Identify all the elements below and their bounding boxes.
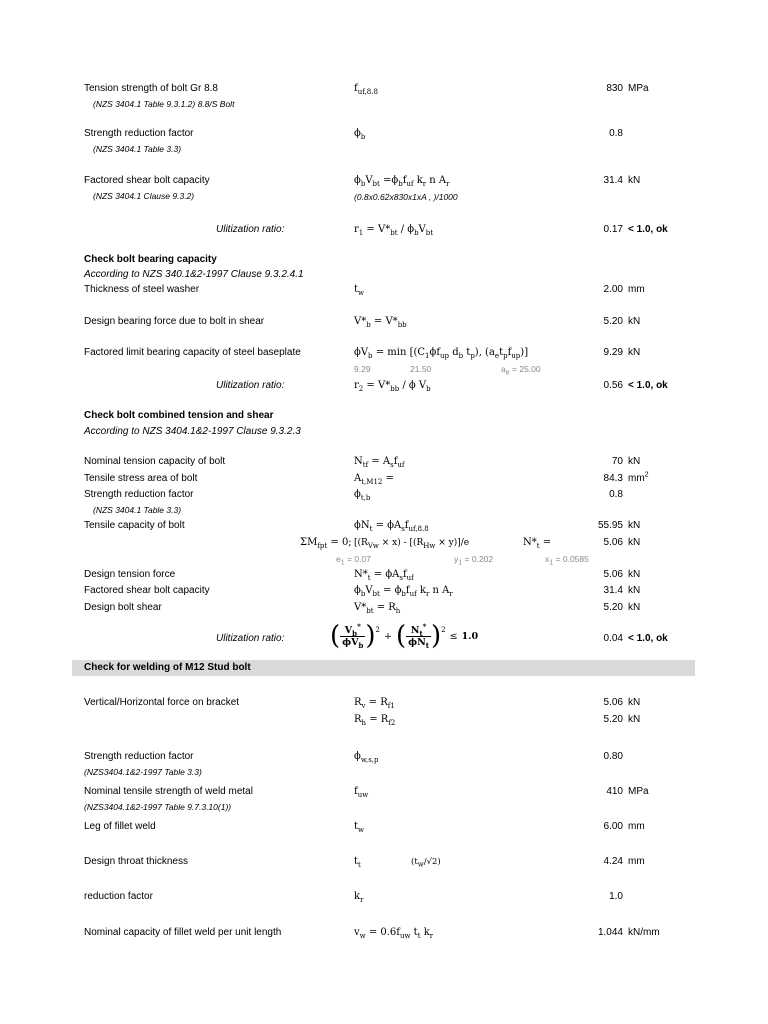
value-design-tension: 5.06 xyxy=(603,569,623,580)
value-washer-thickness: 2.00 xyxy=(603,284,623,295)
label-utilization-1: Ulitization ratio: xyxy=(216,224,285,235)
formula-tensile-area: $A_{t,M12}$ = xyxy=(354,473,394,486)
formula-nominal-tension: $N_{tf} = A_sf_{uf}$ xyxy=(354,456,405,469)
unit-weld-strength: MPa xyxy=(628,786,649,797)
grey-x1: $x_1 = 0.0585$ xyxy=(545,554,589,567)
label-strength-reduction: Strength reduction factor xyxy=(84,128,194,139)
value-tensile-capacity: 55.95 xyxy=(597,520,623,531)
formula-interaction: ( $\frac{V_b^*}{\phi V_b}$ ) $^2$ + ( $\frac{N_t^*}{\phi N_t}$ ) $^2$ ≤ 1.0 xyxy=(330,621,479,651)
formula-weld-capacity: $v_w = 0.6f_{uw}$ $t_t$ $k_r$ xyxy=(354,927,434,940)
formula-design-tension: $N*_t = \phi A_sf_{uf}$ xyxy=(354,569,414,582)
check-utilization-3: < 1.0, ok xyxy=(628,633,668,644)
moment-formula: [$(R_{Vw} \times x) - [(R_{Hw} \times y)]/e$ xyxy=(354,538,470,550)
label-tensile-capacity: Tensile capacity of bolt xyxy=(84,520,185,531)
grey-value-2: 21.50 xyxy=(410,364,432,374)
unit-nominal-tension: kN xyxy=(628,456,641,467)
subheading-bearing-capacity: According to NZS 340.1&2-1997 Clause 9.3.2.4.1 xyxy=(84,269,304,280)
symbol-phiwsp: $\phi_{w,s,p}$ xyxy=(354,751,379,764)
subheading-combined-tension-shear: According to NZS 3404.1&2-1997 Clause 9.3.2.3 xyxy=(84,426,301,437)
formula-utilization-1: $r_1 = V*_{bt} / \phi_bV_{bt}$ xyxy=(354,224,434,237)
label-washer-thickness: Thickness of steel washer xyxy=(84,284,200,295)
ref-strength-reduction-2: (NZS 3404.1 Table 3.3) xyxy=(93,505,182,515)
label-weld-capacity: Nominal capacity of fillet weld per unit length xyxy=(84,927,282,938)
value-utilization-1: 0.17 xyxy=(603,224,623,235)
label-strength-reduction-2: Strength reduction factor xyxy=(84,489,194,500)
unit-weld-capacity: kN/mm xyxy=(628,927,660,938)
formula-rh: $R_h = R_{f2}$ xyxy=(354,714,396,727)
formula-factored-shear: $\phi_bV_{bt} =\phi_bf_{uf}$ $k_r$ n $A_r$ xyxy=(354,175,450,188)
formula-bearing-force: $V*_b = V*_{bb}$ xyxy=(354,316,407,329)
formula-factored-shear-2: $\phi_bV_{bt} = \phi_bf_{uf}$ $k_r$ n $A_r$ xyxy=(354,585,453,598)
label-reduction-factor-kr: reduction factor xyxy=(84,891,153,902)
ref-strength-reduction-3: (NZS3404.1&2-1997 Table 3.3) xyxy=(84,767,202,777)
unit-washer-thickness: mm xyxy=(628,284,645,295)
unit-throat-thickness: mm xyxy=(628,856,645,867)
symbol-phitb: $\phi_{t,b}$ xyxy=(354,489,371,502)
symbol-tt: $t_t$ xyxy=(354,856,361,869)
heading-welding: Check for welding of M12 Stud bolt xyxy=(84,662,251,673)
value-weld-strength: 410 xyxy=(606,786,623,797)
value-limit-bearing: 9.29 xyxy=(603,347,623,358)
value-rh: 5.20 xyxy=(603,714,623,725)
value-strength-reduction-2: 0.8 xyxy=(609,489,623,500)
label-bracket-force: Vertical/Horizontal force on bracket xyxy=(84,697,240,708)
label-design-tension: Design tension force xyxy=(84,569,176,580)
label-factored-shear: Factored shear bolt capacity xyxy=(84,175,210,186)
formula-utilization-2: $r_2 = V*_{bb} / \phi$ $V_b$ xyxy=(354,380,431,393)
unit-tension-strength: MPa xyxy=(628,83,649,94)
value-fillet-leg: 6.00 xyxy=(603,821,623,832)
value-nt-star: 5.06 xyxy=(603,537,623,548)
unit-limit-bearing: kN xyxy=(628,347,641,358)
unit-design-bolt-shear: kN xyxy=(628,602,641,613)
symbol-phib: $\phi_b$ xyxy=(354,128,366,141)
ref-factored-shear: (NZS 3404.1 Clause 9.3.2) xyxy=(93,191,195,201)
symbol-fuw: $f_{uw}$ xyxy=(354,786,369,799)
unit-bearing-force: kN xyxy=(628,316,641,327)
heading-combined-tension-shear: Check bolt combined tension and shear xyxy=(84,410,274,421)
moment-sum: $\Sigma M_{fpt} = 0$; xyxy=(300,537,352,550)
value-nominal-tension: 70 xyxy=(611,456,623,467)
label-design-bolt-shear: Design bolt shear xyxy=(84,602,162,613)
value-tension-strength: 830 xyxy=(606,83,623,94)
unit-fillet-leg: mm xyxy=(628,821,645,832)
value-weld-capacity: 1.044 xyxy=(597,927,623,938)
label-factored-shear-2: Factored shear bolt capacity xyxy=(84,585,210,596)
unit-design-tension: kN xyxy=(628,569,641,580)
symbol-tw-2: $t_w$ xyxy=(354,821,365,834)
value-throat-thickness: 4.24 xyxy=(603,856,623,867)
label-bearing-force: Design bearing force due to bolt in shear xyxy=(84,316,265,327)
check-utilization-2: < 1.0, ok xyxy=(628,380,668,391)
label-weld-strength: Nominal tensile strength of weld metal xyxy=(84,786,253,797)
unit-tensile-capacity: kN xyxy=(628,520,641,531)
value-strength-reduction: 0.8 xyxy=(609,128,623,139)
label-fillet-leg: Leg of fillet weld xyxy=(84,821,156,832)
symbol-tw: $t_w$ xyxy=(354,284,365,297)
label-tensile-area: Tensile stress area of bolt xyxy=(84,473,198,484)
value-rv: 5.06 xyxy=(603,697,623,708)
value-utilization-3: 0.04 xyxy=(603,633,623,644)
check-utilization-1: < 1.0, ok xyxy=(628,224,668,235)
nt-star-label: $N*_t$ = xyxy=(523,537,552,550)
ref-weld-strength: (NZS3404.1&2-1997 Table 9.7.3.10(1)) xyxy=(84,802,232,812)
value-design-bolt-shear: 5.20 xyxy=(603,602,623,613)
label-tension-strength: Tension strength of bolt Gr 8.8 xyxy=(84,83,218,94)
grey-y1: $y_1 = 0.202$ xyxy=(454,554,494,567)
label-utilization-2: Ulitization ratio: xyxy=(216,380,285,391)
label-nominal-tension: Nominal tension capacity of bolt xyxy=(84,456,226,467)
value-reduction-factor-kr: 1.0 xyxy=(609,891,623,902)
label-utilization-3: Ulitization ratio: xyxy=(216,633,285,644)
value-bearing-force: 5.20 xyxy=(603,316,623,327)
unit-rv: kN xyxy=(628,697,641,708)
heading-bearing-capacity: Check bolt bearing capacity xyxy=(84,254,217,265)
value-strength-reduction-3: 0.80 xyxy=(603,751,623,762)
value-tensile-area: 84.3 xyxy=(603,473,623,484)
value-factored-shear-2: 31.4 xyxy=(603,585,623,596)
label-limit-bearing: Factored limit bearing capacity of steel baseplate xyxy=(84,347,301,358)
unit-tensile-area: $mm^2$ xyxy=(628,471,649,484)
label-strength-reduction-3: Strength reduction factor xyxy=(84,751,194,762)
value-utilization-2: 0.56 xyxy=(603,380,623,391)
unit-nt-star: kN xyxy=(628,537,641,548)
grey-e1: $e_1 = 0.07$ xyxy=(336,554,371,567)
formula-limit-bearing: $\phi V_b = \min [(C_1\phi f_{up}$ $d_b$ $t_p$), $(a_et_pf_{up})$] xyxy=(354,347,529,360)
formula-design-bolt-shear: $V*_{bt} = R_h$ xyxy=(354,602,401,615)
ref-tension-strength: (NZS 3404.1 Table 9.3.1.2) 8.8/S Bolt xyxy=(93,99,235,109)
unit-factored-shear-2: kN xyxy=(628,585,641,596)
ref-strength-reduction: (NZS 3404.1 Table 3.3) xyxy=(93,144,182,154)
value-factored-shear: 31.4 xyxy=(603,175,623,186)
unit-factored-shear: kN xyxy=(628,175,641,186)
formula-rv: $R_v = R_{f1}$ xyxy=(354,697,395,710)
formula-tensile-capacity: $\phi N_t = \phi A_sf_{uf,8.8}$ xyxy=(354,520,429,533)
grey-value-3: $a_e = 25.00$ xyxy=(501,364,541,377)
unit-rh: kN xyxy=(628,714,641,725)
symbol-kr: $k_r$ xyxy=(354,891,364,904)
symbol-fuf88: $f_{uf,8.8}$ xyxy=(354,83,378,96)
formula-detail-factored-shear: (0.8x0.62x830x1xA , )/1000 xyxy=(354,192,458,202)
grey-value-1: 9.29 xyxy=(354,364,371,374)
formula-throat: $(t_w/√2)$ xyxy=(411,857,441,869)
label-throat-thickness: Design throat thickness xyxy=(84,856,188,867)
